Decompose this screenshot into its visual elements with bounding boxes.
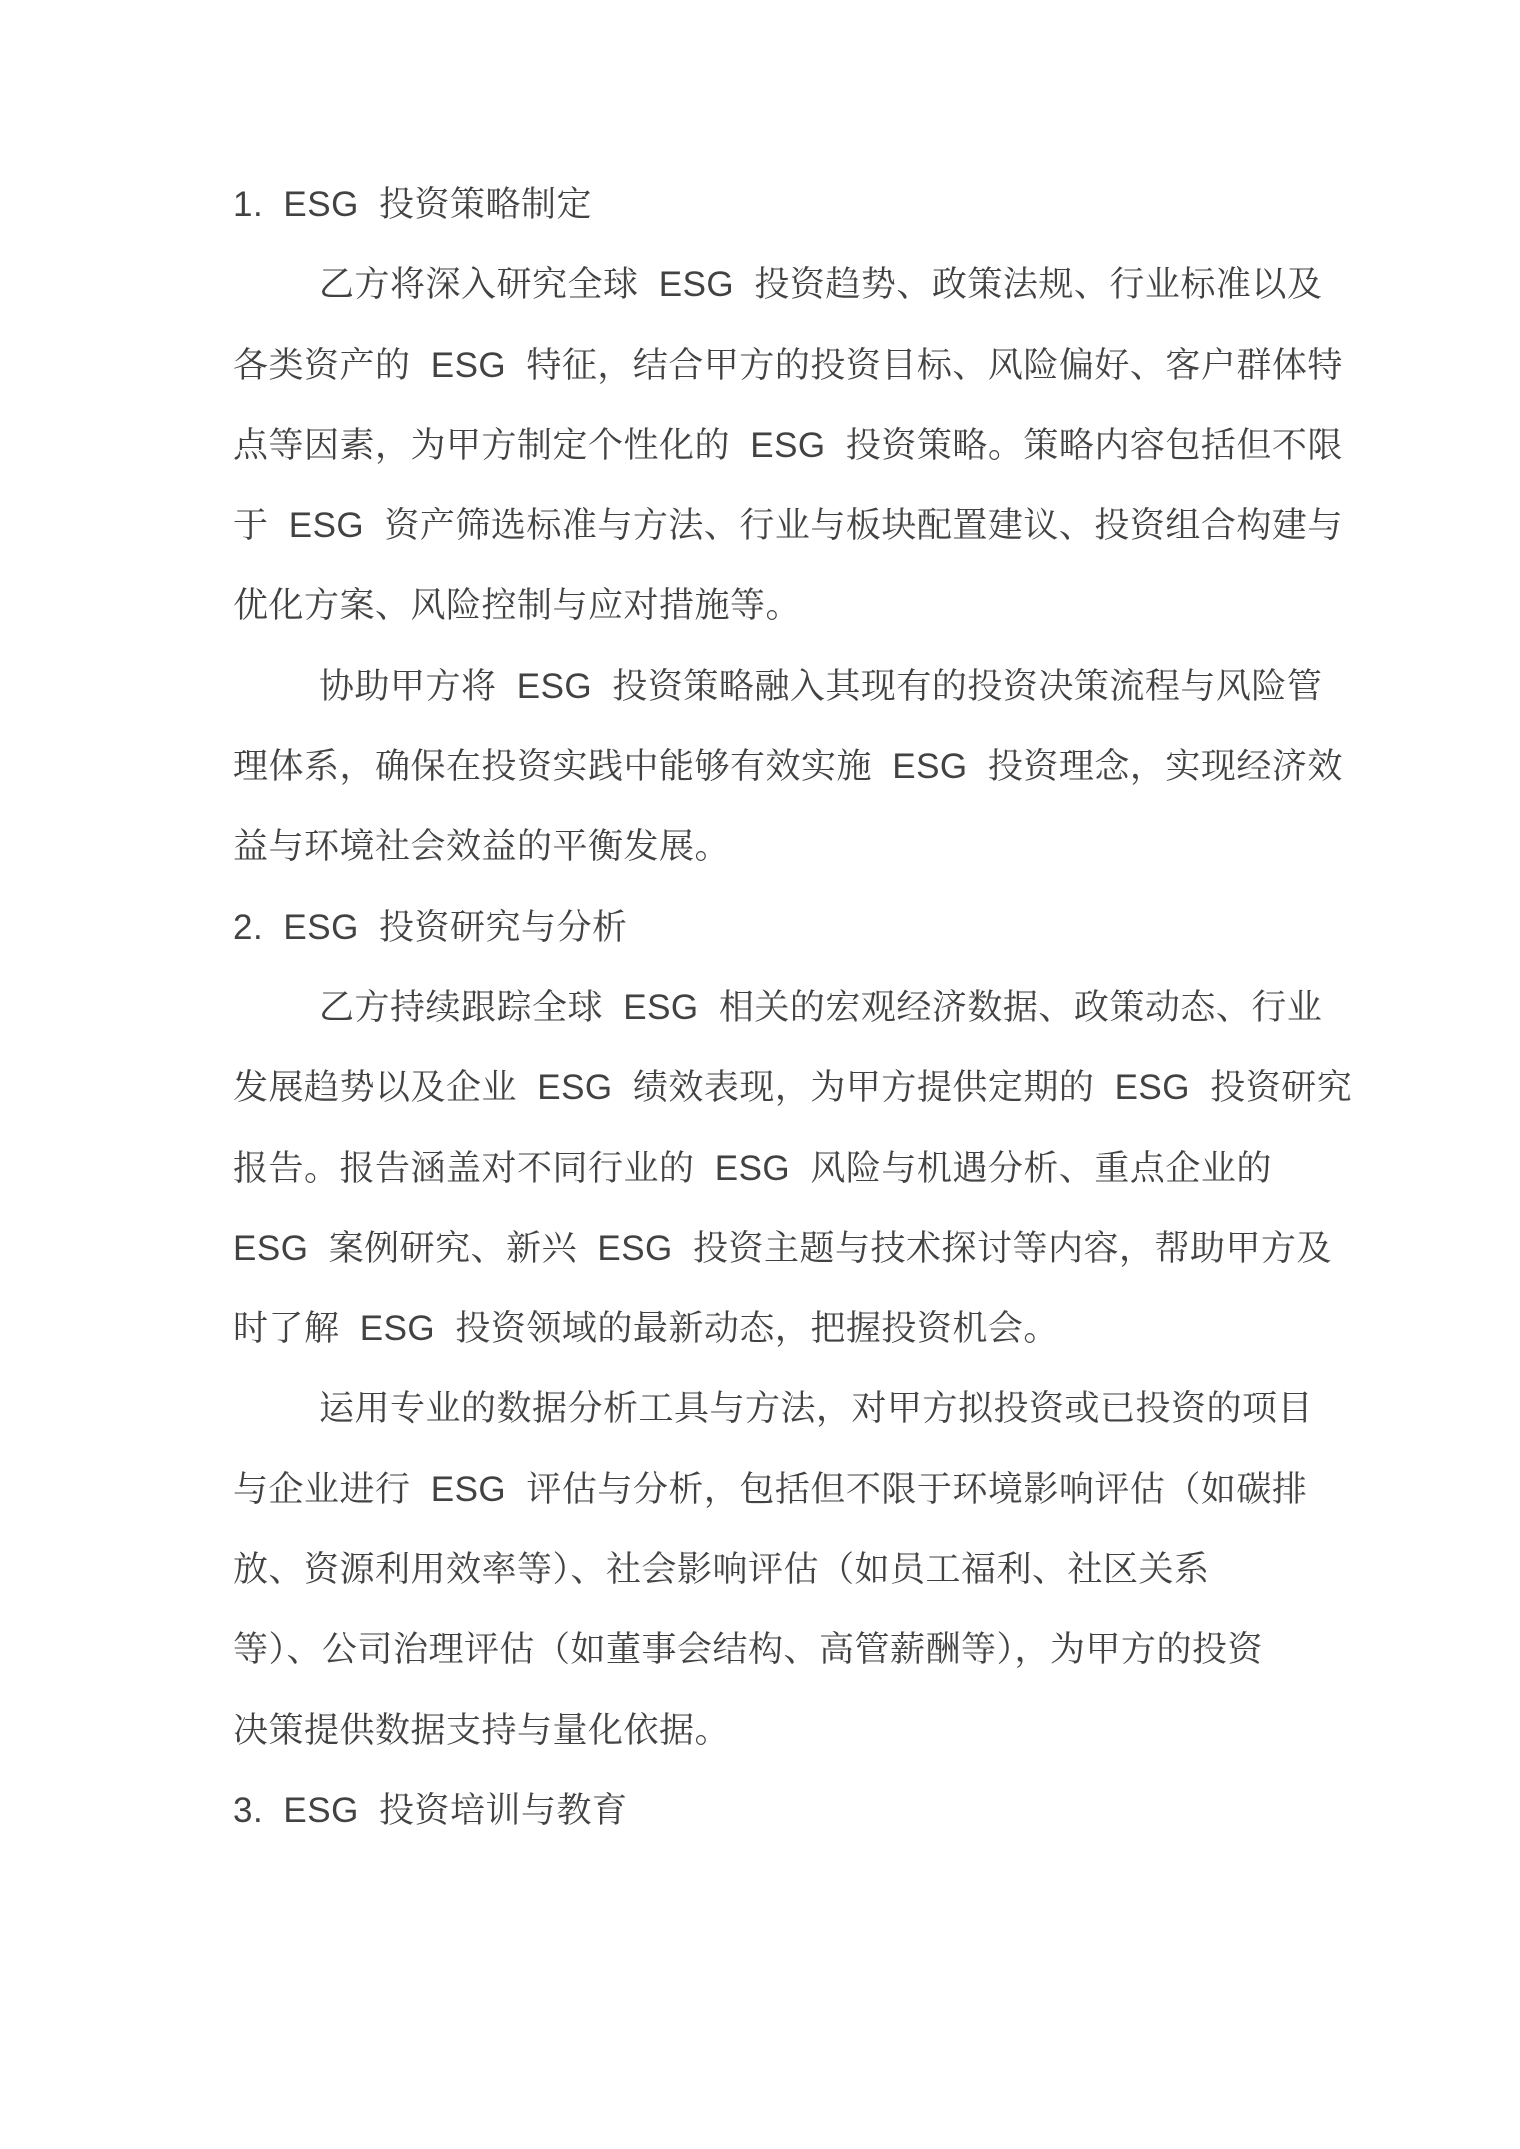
text-line: 于 ESG 资产筛选标准与方法、行业与板块配置建议、投资组合构建与 (233, 506, 1343, 546)
section-heading: 3. ESG 投资培训与教育 (233, 1790, 628, 1830)
text-line: 与企业进行 ESG 评估与分析，包括但不限于环境影响评估（如碳排 (233, 1469, 1308, 1509)
text-line: 等）、公司治理评估（如董事会结构、高管薪酬等），为甲方的投资 (233, 1630, 1264, 1670)
document-body (233, 165, 1353, 1851)
text-line: 乙方将深入研究全球 ESG 投资趋势、政策法规、行业标准以及 (319, 265, 1323, 305)
section-heading: 1. ESG 投资策略制定 (233, 185, 593, 224)
text-line: 协助甲方将 ESG 投资策略融入其现有的投资决策流程与风险管 (319, 666, 1323, 706)
section-heading: 2. ESG 投资研究与分析 (233, 907, 628, 947)
text-line: 乙方持续跟踪全球 ESG 相关的宏观经济数据、政策动态、行业 (319, 987, 1323, 1027)
text-line: 理体系，确保在投资实践中能够有效实施 ESG 投资理念，实现经济效 (233, 747, 1343, 787)
text-line: 时了解 ESG 投资领域的最新动态，把握投资机会。 (233, 1309, 1059, 1349)
text-line: 报告。报告涵盖对不同行业的 ESG 风险与机遇分析、重点企业的 (233, 1148, 1272, 1188)
text-line: 运用专业的数据分析工具与方法，对甲方拟投资或已投资的项目 (319, 1389, 1314, 1429)
text-line: 点等因素，为甲方制定个性化的 ESG 投资策略。策略内容包括但不限 (233, 425, 1343, 465)
text-line: ESG 案例研究、新兴 ESG 投资主题与技术探讨等内容，帮助甲方及 (233, 1228, 1333, 1268)
text-line: 益与环境社会效益的平衡发展。 (233, 827, 731, 867)
text-line: 优化方案、风险控制与应对措施等。 (233, 586, 802, 626)
text-line: 决策提供数据支持与量化依据。 (233, 1710, 731, 1750)
text-line: 发展趋势以及企业 ESG 绩效表现，为甲方提供定期的 ESG 投资研究 (233, 1068, 1353, 1108)
text-line: 放、资源利用效率等）、社会影响评估（如员工福利、社区关系 (233, 1550, 1210, 1590)
text-line: 各类资产的 ESG 特征，结合甲方的投资目标、风险偏好、客户群体特 (233, 345, 1343, 385)
